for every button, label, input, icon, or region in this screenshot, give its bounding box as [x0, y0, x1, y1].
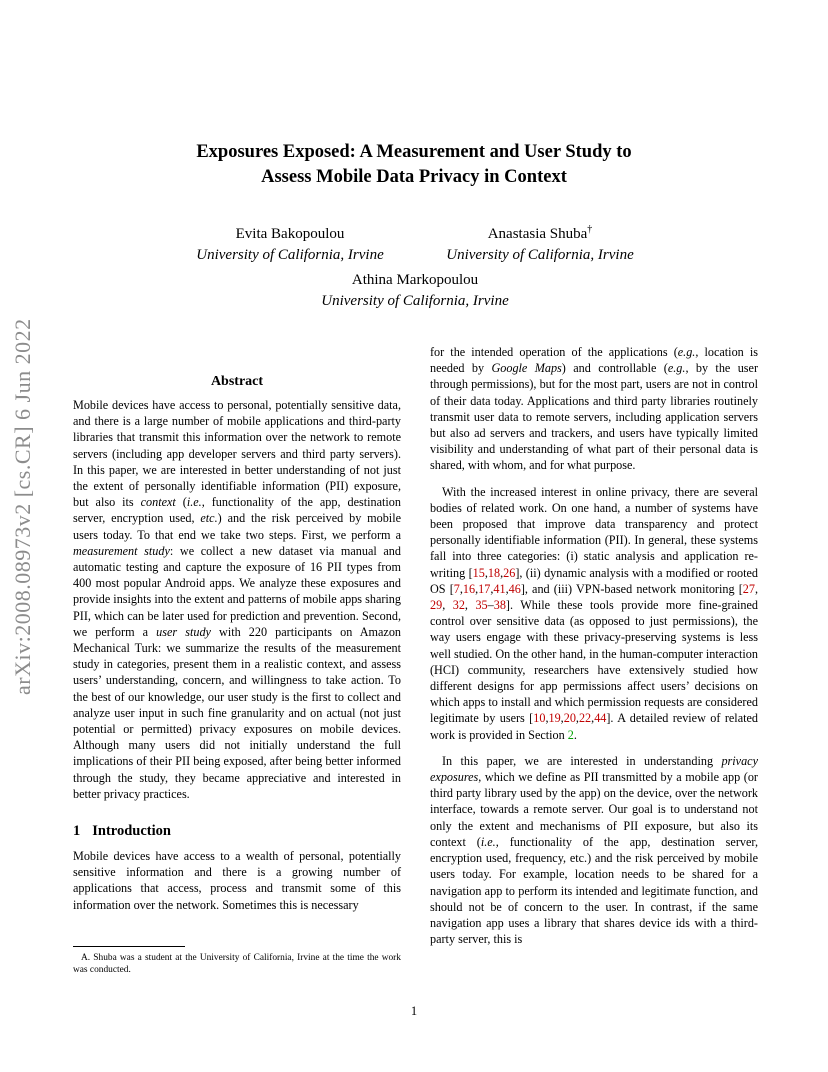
arxiv-identifier: arXiv:2008.08973v2 [cs.CR] 6 Jun 2022 [10, 318, 35, 695]
citation[interactable]: 16 [462, 581, 476, 596]
citation[interactable]: 7 [453, 581, 460, 596]
citation[interactable]: 20 [563, 711, 576, 726]
citation[interactable]: 26 [503, 565, 516, 580]
abstract-heading: Abstract [210, 374, 264, 389]
intro-paragraph-2: With the increased interest in online privacy, there are several bodies of related work. On one hand, a number of systems have been proposed that improve data transparency and protect personally identifiable information (PII). In general, these systems fall into three categories: (i) static analysis and application re-writing [15,18,26], (ii) dynamic analysis with a modified or rooted OS [7,16,17,41,46], and (iii) VPN-based network monitoring [27, 29, 32, 35–38]. While these tools provide more fine-grained control over sensitive data (as opposed to just permissions), the way users engage with these privacy-preserving systems is less well studied. On the other hand, in the human-computer interaction (HCI) community, researchers have extensively studied how different designs for app permissions affect users’ decisions on which apps to install and which permission requests are considered legitimate by users [10,19,20,22,44]. A detailed review of related work is provided in Section 2. [430, 484, 759, 742]
author-name: Athina Markopoulou [351, 272, 479, 288]
citation[interactable]: 22 [578, 711, 592, 726]
author-affiliation: University of California, Irvine [446, 247, 634, 263]
citation[interactable]: 41 [493, 581, 506, 596]
citation[interactable]: 10 [533, 711, 546, 726]
intro-paragraph-1-cont: for the intended operation of the applications (e.g., location is needed by Google Maps) and controllable (e.g., by the user through permissions), but for the most part, users are not in control of their data today. Applications and third party libraries routinely transmit user data to remote servers, including application servers but also ad servers and trackers, and users have typically limited visibility and understanding of what part of their personal data is shared, with whom, and for what purpose. [430, 345, 759, 473]
intro-paragraph-3: In this paper, we are interested in understanding privacy exposures, which we define as PII transmitted by a mobile app (or third party library used by the app) on the device, over the network interface, towards a remote server. Our goal is to understand not only the extent and mechanisms of PII exposure, but also its context (i.e., functionality of the app, destination server, encryption used, frequency, etc.) and the risk perceived by mobile users today. For example, location needs to be shared for a navigation app to perform its intended and legitimate function, and should not be of concern to the user. In contrast, if the same navigation app uses a library that shares device ids with a third-party server, this is [430, 753, 758, 947]
title-line-2: Assess Mobile Data Privacy in Context [261, 167, 567, 187]
section-reference[interactable]: 2 [567, 727, 574, 742]
citation[interactable]: 32 [452, 598, 465, 613]
page-number: 1 [410, 1004, 418, 1018]
author-name: Evita Bakopoulou [235, 226, 345, 242]
author-affiliation: University of California, Irvine [196, 247, 384, 263]
footnote-mark: † [587, 224, 593, 235]
paper-title [150, 140, 678, 190]
citation[interactable]: 18 [487, 565, 501, 580]
citation[interactable]: 17 [478, 581, 491, 596]
citation[interactable]: 35 [475, 598, 488, 613]
author-name: Anastasia Shuba [487, 226, 588, 242]
citation[interactable]: 46 [508, 581, 521, 596]
section-heading-introduction: 1 Introduction [73, 823, 171, 840]
left-column [73, 373, 401, 913]
footnote-rule [73, 946, 185, 947]
intro-paragraph-1: Mobile devices have access to a wealth of personal, potentially sensitive information and there is a growing number of applications that access, process and transmit some of this information over the network. Sometimes this is necessary [73, 849, 401, 912]
footnote: A. Shuba was a student at the University of California, Irvine at the time the work was conducted. [73, 953, 401, 975]
abstract-text: Mobile devices have access to personal, potentially sensitive data, and there is a large number of mobile applications and third-party libraries that transmit this information over the network to remote servers (including app developer servers and third party servers). In this paper, we are interested in better understanding of not just the extent of personally identifiable information (PII) exposure, but also its context (i.e., functionality of the app, destination server, encryption used, etc.) and the risk perceived by mobile users today. To that end we take two steps. First, we perform a measurement study: we collect a new dataset via manual and automatic testing and capture the exposure of 16 PII types from 400 most popular Android apps. We analyze these exposures and provide insights into the extent and patterns of mobile apps sharing PII, which can be later used for prediction and prevention. Second, we perform a user study with 220 participants on Amazon Mechanical Turk: we summarize the results of the measurement study in categories, present them in a realistic context, and assess users’ understanding, concern, and willingness to take action. To the best of our knowledge, our user study is the first to collect and analyze user input in such fine granularity and on actual (not just potential or permitted) privacy exposures on mobile devices. Although many users did not initially understand the full implications of their PII being exposed, after being better informed through the study, they became appreciative and interested in better privacy practices. [73, 398, 402, 801]
right-column [430, 344, 758, 947]
title-line-1: Exposures Exposed: A Measurement and User Study to [196, 142, 632, 162]
citation[interactable]: 27 [742, 581, 755, 596]
author-block-2 [420, 224, 660, 266]
citation[interactable]: 44 [594, 711, 607, 726]
citation[interactable]: 38 [493, 598, 506, 613]
citation[interactable]: 29 [430, 598, 443, 613]
author-block-1 [170, 224, 410, 266]
author-block-3 [295, 270, 535, 312]
citation[interactable]: 15 [472, 565, 485, 580]
citation[interactable]: 19 [548, 711, 561, 726]
author-affiliation: University of California, Irvine [321, 293, 509, 309]
